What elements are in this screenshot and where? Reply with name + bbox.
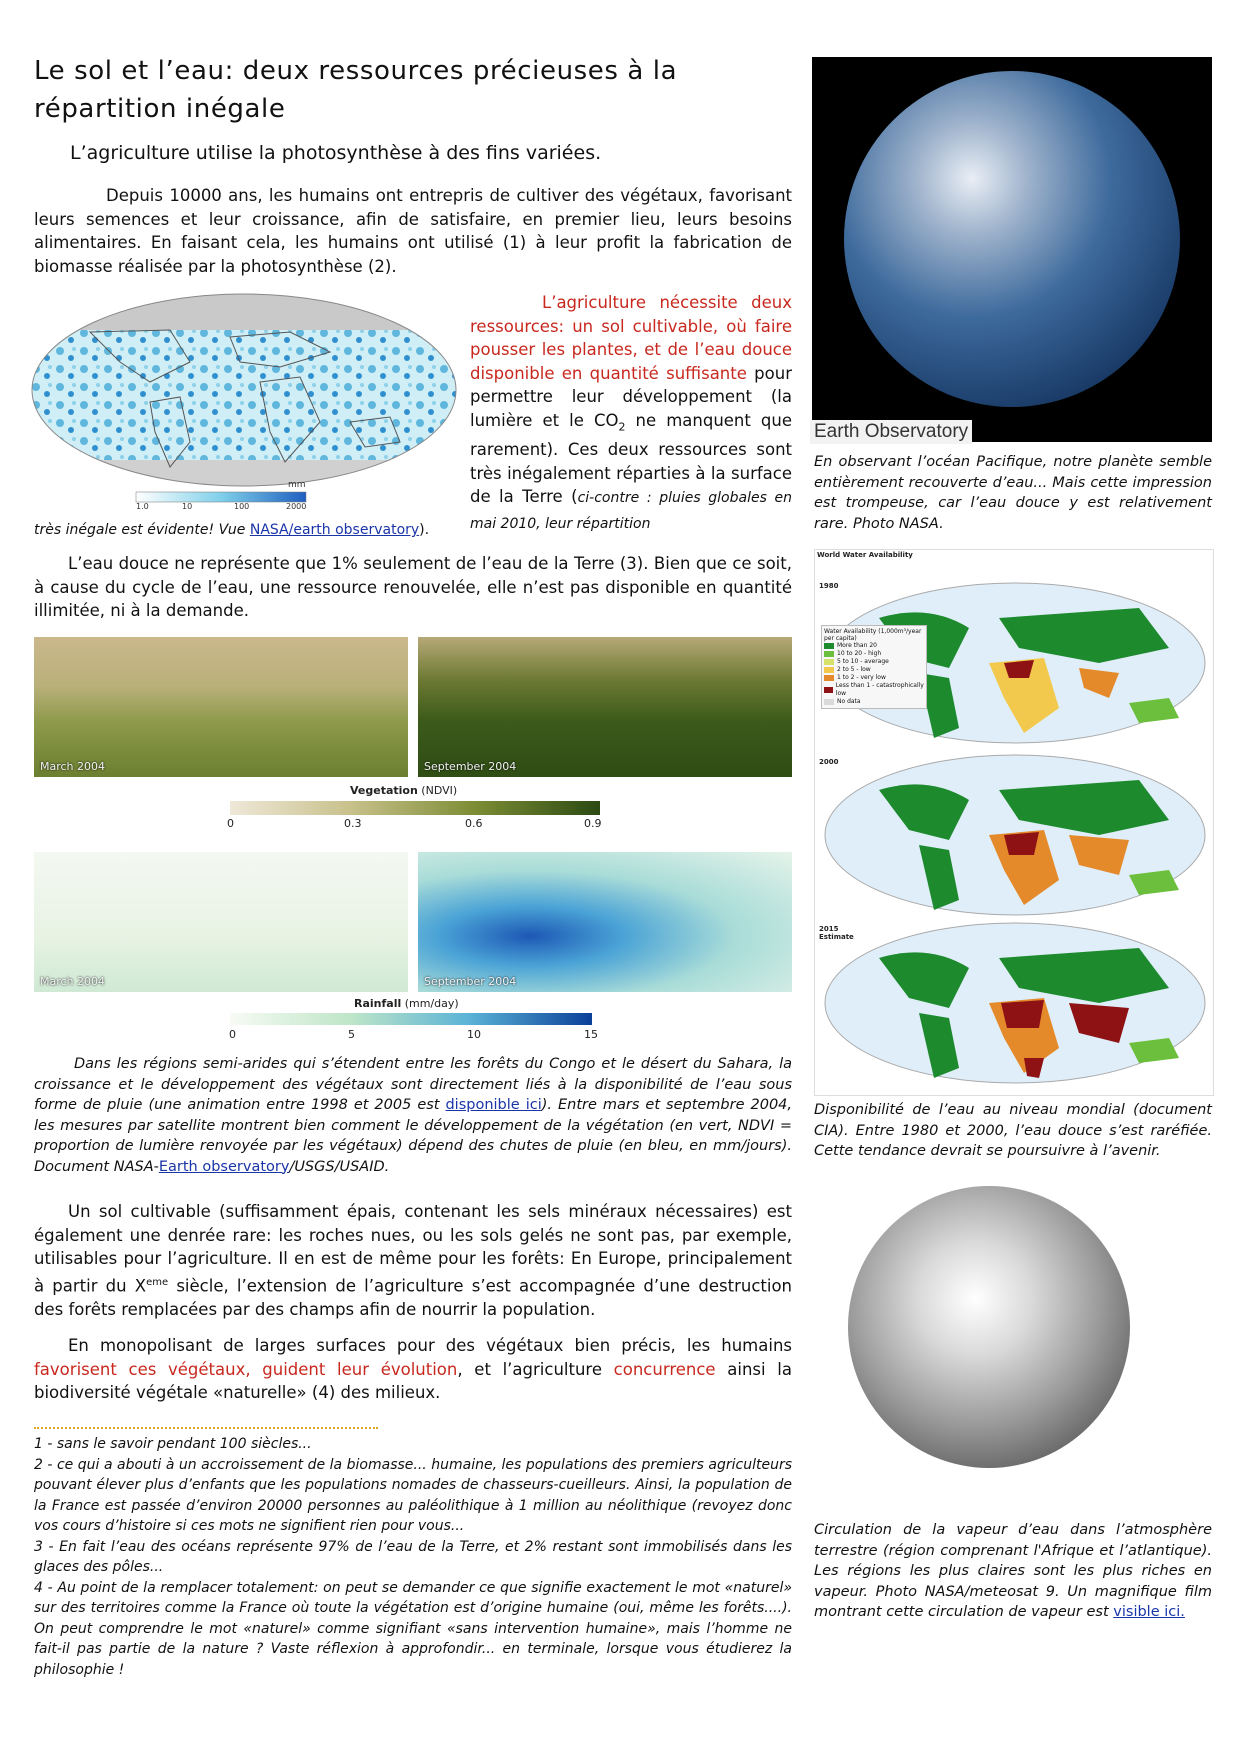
rain-map-graphic <box>30 292 458 512</box>
legend-label: 2 to 5 - low <box>837 666 871 673</box>
page-title: Le sol et l’eau: deux ressources précieuses à la répartition inégale <box>34 56 678 124</box>
legend-swatch <box>824 699 834 705</box>
legend-swatch <box>824 659 834 665</box>
rainfall-title: Rainfall <box>354 997 402 1010</box>
biodiversity-text-a: En monopolisant de larges surfaces pour des végétaux bien précis, les humains <box>68 1336 792 1355</box>
legend-swatch <box>824 675 834 681</box>
legend-item <box>824 658 924 666</box>
veg-tick: 0.3 <box>344 817 362 830</box>
biodiversity-highlight-1: favorisent ces végétaux, guident leur évolution <box>34 1359 458 1379</box>
legend-item <box>824 650 924 658</box>
ndvi-caption <box>34 1054 792 1177</box>
panel-label: September 2004 <box>424 975 517 988</box>
rainfall-unit: (mm/day) <box>401 997 459 1010</box>
rain-map-tick: 1.0 <box>136 502 149 511</box>
footnote: 3 - En fait l’eau des océans représente 97% de l’eau de la Terre, et 2% restant sont immobilisés dans les glaces des pôles... <box>34 1538 792 1575</box>
biodiversity-highlight-2: concurrence <box>613 1359 716 1379</box>
rain-map-caption-a: ci-contre : pluies globales en mai 2010, leur répartition <box>470 490 792 532</box>
ndvi-rainfall-figure <box>34 637 792 1027</box>
map-year: 2015 Estimate <box>819 925 854 941</box>
legend-label: More than 20 <box>837 642 877 649</box>
map-year: 1980 <box>819 582 839 590</box>
ndvi-caption-c: /USGS/USAID. <box>289 1158 390 1175</box>
panel-label: March 2004 <box>40 760 106 773</box>
rainfall-colorbar-title <box>354 997 459 1010</box>
ndvi-caption-b: ). Entre mars et septembre 2004, les mesures par satellite montrent bien comment le développement de la végétation (en vert, NDVI = proportion de lumière renvoyée par les végétaux) dépend des chutes de pluie (en bleu, en mm/jours). Document NASA- <box>34 1097 793 1175</box>
biodiversity-text-b: , et l’agriculture <box>457 1359 614 1379</box>
legend-item <box>824 698 924 706</box>
vegetation-colorbar <box>230 801 600 815</box>
panel-label: September 2004 <box>424 760 517 773</box>
footnotes <box>34 1434 792 1680</box>
veg-tick: 0 <box>227 817 234 830</box>
rain-map-caption-b: très inégale est évidente! Vue <box>34 522 250 538</box>
water-vapor-caption <box>814 1520 1212 1623</box>
footnote: 1 - sans le savoir pendant 100 siècles... <box>34 1436 312 1452</box>
earth-globe <box>844 71 1180 407</box>
footnote: 4 - Au point de la remplacer totalement: on peut se demander ce que signifie exactement le mot «naturel» sur des territoires comme la France où toute la végétation est d’origine humaine (oui, même les forêts....). On peut comprendre le mot «naturel» comme signifiant «sans intervention humaine», mais l’homme ne fait-il pas partie de la nature ? Vaste réflexion à approfondir... en terminale, lorsque vous étudierez la philosophie ! <box>34 1579 792 1678</box>
water-vapor-globe <box>848 1186 1130 1468</box>
legend-swatch <box>824 643 834 649</box>
paragraph-intro: Depuis 10000 ans, les humains ont entrepris de cultiver des végétaux, favorisant leurs semences et leur croissance, afin de satisfaire, en premier lieu, leurs besoins alimentaires. En faisant cela, les humains ont utilisé (1) à leur profit la fabrication de biomasse réalisée par la photosynthèse (2). <box>34 186 792 276</box>
legend-item <box>824 666 924 674</box>
paragraph-resources <box>470 291 792 536</box>
animation-link[interactable]: disponible ici <box>445 1097 542 1113</box>
legend-swatch <box>824 651 834 657</box>
century-superscript: eme <box>146 1276 169 1288</box>
earth-observatory-watermark: Earth Observatory <box>810 420 972 444</box>
water-legend-title: Water Availability (1,000m³/year per capita) <box>824 628 922 642</box>
resources-text-b: ne manquent que rarement). Ces deux ressources sont très inégalement réparties à la surface de la Terre ( <box>470 410 792 507</box>
rain-map-unit: mm <box>288 480 306 490</box>
soil-text-a: Un sol cultivable (suffisamment épais, contenant les sels minéraux nécessaires) est également une denrée rare: les roches nues, ou les sols gelés ne sont pas, par exemple, utilisables pour l’agriculture. Il en est de même pour les forêts: En Europe, principalement à partir du X <box>34 1202 792 1295</box>
biodiversity-text-c: ainsi la biodiversité végétale «naturelle» (4) des milieux. <box>34 1359 792 1402</box>
rain-map-tick: 100 <box>234 502 250 511</box>
water-maps-title: World Water Availability <box>817 551 913 559</box>
legend-label: 1 to 2 - very low <box>837 674 886 681</box>
soil-text-b: siècle, l’extension de l’agriculture s’est accompagnée d’une destruction des forêts remplacées par des champs afin de nourrir la population. <box>34 1276 792 1319</box>
legend-label: 10 to 20 - high <box>837 650 882 657</box>
nasa-link[interactable]: NASA/earth observatory <box>249 522 420 538</box>
rain-tick: 0 <box>229 1028 236 1041</box>
earth-observatory-link[interactable]: Earth observatory <box>158 1158 290 1175</box>
resources-highlight: L’agriculture nécessite deux ressources: un sol cultivable, où faire pousser les plantes, et de l’eau douce disponible en quantité suffisante <box>470 293 792 383</box>
caption-end: ). <box>419 522 430 538</box>
water-legend <box>821 625 927 709</box>
footnote-divider <box>34 1427 378 1429</box>
legend-label: Less than 1 - catastrophically low <box>835 682 924 697</box>
ndvi-caption-a: Dans les régions semi-arides qui s’étendent entre les forêts du Congo et le désert du Sahara, la croissance et le développement des végétaux sont directement liés à la disponibilité de l’eau sous forme de pluie (une animation entre 1998 et 2005 est <box>34 1056 792 1113</box>
vegetation-title: Vegetation <box>350 784 418 797</box>
legend-label: 5 to 10 - average <box>837 658 889 665</box>
rain-map-tick: 10 <box>182 502 193 511</box>
earth-photo <box>812 57 1212 442</box>
vapor-film-link[interactable]: visible ici. <box>1113 1604 1185 1620</box>
legend-swatch <box>824 687 833 693</box>
vapor-caption-text: Circulation de la vapeur d’eau dans l’atmosphère terrestre (région comprenant l'Afrique et l’atlantique). Les régions les plus claires sont les plus riches en vapeur. Photo NASA/meteosat 9. Un magnifique film montrant cette circulation de vapeur est <box>814 1522 1212 1620</box>
resources-text-a: pour permettre leur développement (la lumière et le CO <box>470 363 792 430</box>
panel-label: March 2004 <box>40 975 106 988</box>
legend-item <box>824 642 924 650</box>
co2-subscript: 2 <box>618 419 626 433</box>
veg-tick: 0.9 <box>584 817 602 830</box>
rain-tick: 10 <box>467 1028 481 1041</box>
legend-swatch <box>824 667 834 673</box>
lead-sentence: L’agriculture utilise la photosynthèse à des fins variées. <box>70 142 602 164</box>
legend-item <box>824 682 924 698</box>
rainfall-colorbar <box>230 1013 592 1025</box>
vegetation-september-panel <box>418 637 792 777</box>
paragraph-soil <box>34 1200 792 1321</box>
vegetation-colorbar-title <box>350 784 457 797</box>
rainfall-september-panel <box>418 852 792 992</box>
rain-tick: 15 <box>584 1028 598 1041</box>
rain-map-tick: 2000 <box>286 502 307 511</box>
veg-tick: 0.6 <box>465 817 483 830</box>
vegetation-march-panel <box>34 637 408 777</box>
earth-photo-caption: En observant l’océan Pacifique, notre planète semble entièrement recouverte d’eau... Mais cette impression est trompeuse, car l’eau douce y est relativement rare. Photo NASA. <box>814 454 1212 532</box>
water-maps-caption: Disponibilité de l’eau au niveau mondial (document CIA). Entre 1980 et 2000, l’eau douce s’est raréfiée. Cette tendance devrait se poursuivre à l’avenir. <box>814 1102 1212 1159</box>
rain-tick: 5 <box>348 1028 355 1041</box>
vegetation-unit: (NDVI) <box>417 784 458 797</box>
water-map-2015 <box>819 918 1211 1088</box>
legend-item <box>824 674 924 682</box>
footnote: 2 - ce qui a abouti à un accroissement de la biomasse... humaine, les populations des premiers agriculteurs pouvant élever plus d’enfants que les populations nomades de chasseurs-cueilleurs. Ainsi, la population de la France est passée d’environ 20000 personnes au paléolithique à 1 million au néolithique (revoyez donc vos cours d’histoire si ces mots ne signifient rien pour vous... <box>34 1456 792 1534</box>
water-map-2000 <box>819 750 1211 920</box>
rainfall-march-panel <box>34 852 408 992</box>
map-year: 2000 <box>819 758 839 766</box>
legend-label: No data <box>837 698 861 705</box>
rain-map-caption-line <box>34 520 429 540</box>
paragraph-freshwater: L’eau douce ne représente que 1% seulement de l’eau de la Terre (3). Bien que ce soit, à cause du cycle de l’eau, une ressource renouvelée, elle n’est pas disponible en quantité illimitée, ni à la demande. <box>34 554 792 620</box>
water-availability-maps <box>814 549 1214 1096</box>
paragraph-biodiversity <box>34 1334 792 1405</box>
global-rain-map <box>30 292 458 512</box>
